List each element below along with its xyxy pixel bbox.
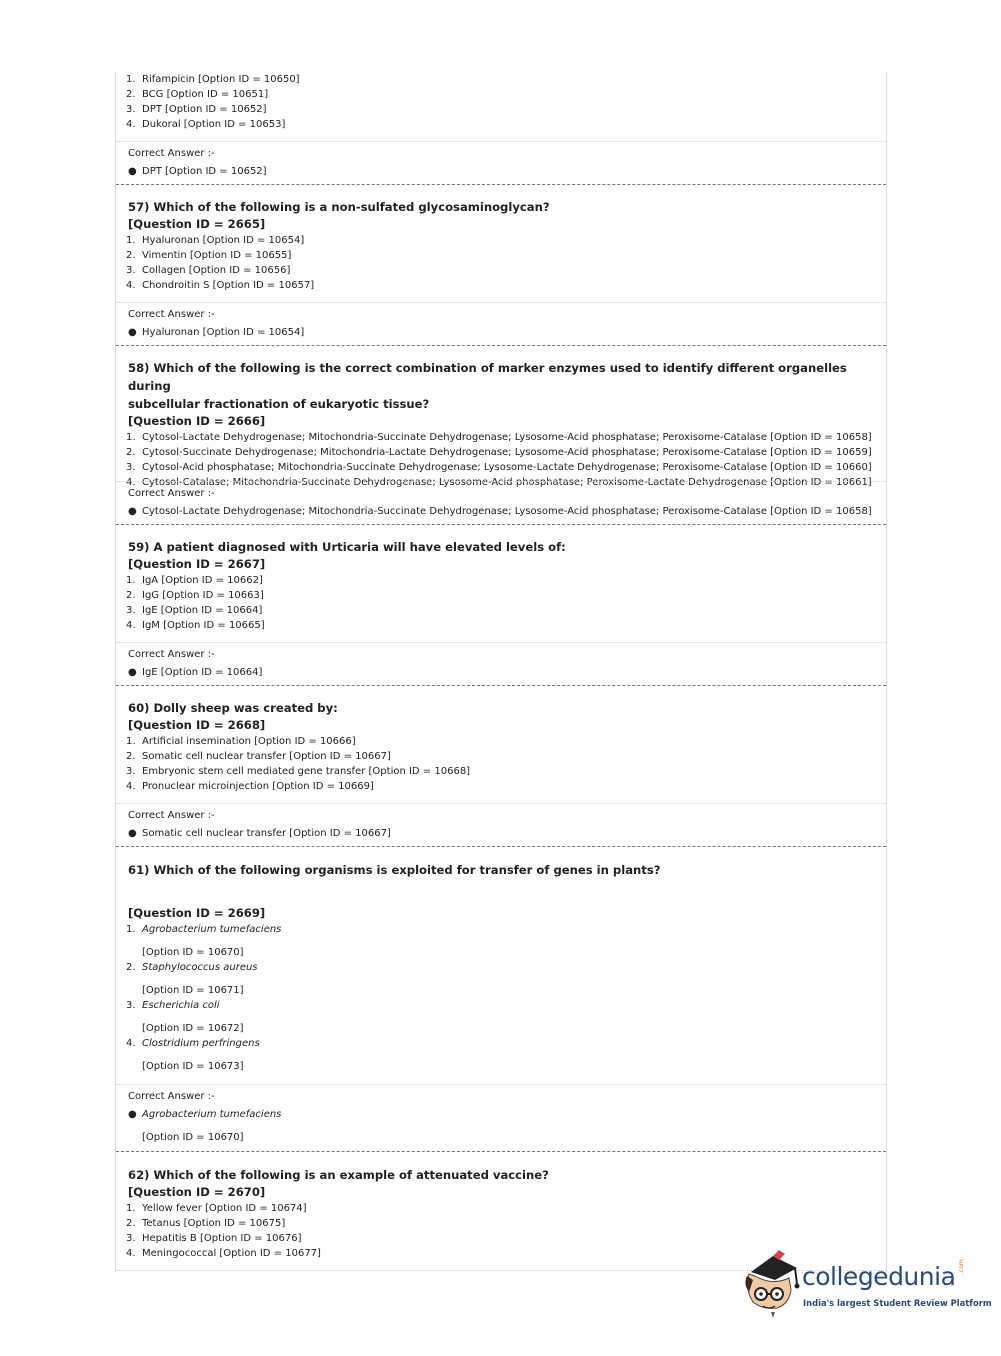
divider [116, 803, 886, 804]
question-id: [Question ID = 2669] [128, 906, 266, 920]
option-3: 3. Hepatitis B [Option ID = 10676] [126, 1233, 302, 1244]
options-list [126, 922, 886, 1074]
question-61 [116, 861, 886, 1074]
divider [116, 1084, 886, 1085]
option-2: 2. BCG [Option ID = 10651] [126, 89, 269, 100]
correct-answer-label: Correct Answer :- [128, 1091, 215, 1102]
options-list [126, 573, 886, 633]
option-3: 3. Embryonic stem cell mediated gene transfer [Option ID = 10668] [126, 766, 471, 777]
brand-suffix: .com [958, 1259, 965, 1274]
correct-answer: ● Cytosol-Lactate Dehydrogenase; Mitochondria-Succinate Dehydrogenase; Lysosome-Acid phosphatase; Peroxisome-Catalase [Option ID = 10658] [128, 506, 872, 517]
question-separator [116, 1151, 886, 1152]
question-id: [Question ID = 2666] [128, 414, 266, 428]
q57-correct-answer [116, 307, 886, 340]
divider [116, 141, 886, 142]
option-2: 2. Somatic cell nuclear transfer [Option ID = 10667] [126, 751, 391, 762]
correct-answer: ● DPT [Option ID = 10652] [128, 166, 267, 177]
q56-options [116, 72, 886, 132]
correct-answer-label: Correct Answer :- [128, 649, 215, 660]
option-1: 1. Cytosol-Lactate Dehydrogenase; Mitochondria-Succinate Dehydrogenase; Lysosome-Acid phosphatase; Peroxisome-Catalase [Option ID = 10658] [126, 432, 872, 443]
question-text: 60) Dolly sheep was created by: [128, 701, 338, 715]
question-separator [116, 685, 886, 686]
divider [116, 302, 886, 303]
option-4: 4. Chondroitin S [Option ID = 10657] [126, 280, 315, 291]
q59-correct-answer [116, 647, 886, 680]
option-4: 4. Cytosol-Catalase; Mitochondria-Succinate Dehydrogenase; Lysosome-Acid phosphatase; Peroxisome-Lactate Dehydrogenase [Option ID = 10661] [126, 477, 872, 488]
option-3: 3. DPT [Option ID = 10652] [126, 104, 267, 115]
option-1: 1. Hyaluronan [Option ID = 10654] [126, 235, 305, 246]
options-list [126, 233, 886, 293]
option-1: 1. Agrobacterium tumefaciens [Option ID = 10670] [126, 924, 282, 958]
question-62 [116, 1166, 886, 1261]
brand-name: collegedunia [802, 1262, 956, 1291]
option-4: 4. IgM [Option ID = 10665] [126, 620, 265, 631]
question-57 [116, 198, 886, 293]
divider [116, 642, 886, 643]
question-id: [Question ID = 2665] [128, 217, 266, 231]
correct-answer-id: [Option ID = 10670] [142, 1132, 244, 1143]
correct-answer-label: Correct Answer :- [128, 148, 215, 159]
question-separator [116, 524, 886, 525]
option-2: 2. Staphylococcus aureus [Option ID = 10671] [126, 962, 258, 996]
option-2: 2. Cytosol-Succinate Dehydrogenase; Mitochondria-Lactate Dehydrogenase; Lysosome-Acid phosphatase; Peroxisome-Catalase [Option ID = 10659] [126, 447, 872, 458]
option-1: 1. IgA [Option ID = 10662] [126, 575, 263, 586]
option-1: 1. Artificial insemination [Option ID = 10666] [126, 736, 356, 747]
option-2: 2. IgG [Option ID = 10663] [126, 590, 264, 601]
correct-answer: ● Hyaluronan [Option ID = 10654] [128, 327, 305, 338]
question-paper-frame [115, 72, 887, 1272]
question-59 [116, 538, 886, 633]
divider [116, 481, 886, 482]
q56-correct-answer [116, 146, 886, 179]
question-separator [116, 345, 886, 346]
correct-answer: ● Somatic cell nuclear transfer [Option ID = 10667] [128, 828, 391, 839]
question-text: 61) Which of the following organisms is exploited for transfer of genes in plants? [128, 863, 661, 877]
question-text: 58) Which of the following is the correct combination of marker enzymes used to identify different organelles during subcellular fractionation of eukaryotic tissue? [128, 361, 847, 411]
correct-answer: ● IgE [Option ID = 10664] [128, 667, 263, 678]
option-1: 1. Yellow fever [Option ID = 10674] [126, 1203, 307, 1214]
option-2: 2. Vimentin [Option ID = 10655] [126, 250, 292, 261]
option-4: 4. Pronuclear microinjection [Option ID = 10669] [126, 781, 374, 792]
q61-correct-answer [116, 1089, 886, 1145]
option-3: 3. Cytosol-Acid phosphatase; Mitochondria-Succinate Dehydrogenase; Lysosome-Lactate Dehydrogenase; Peroxisome-Catalase [Option ID = 10660] [126, 462, 872, 473]
brand-tagline: India's largest Student Review Platform [803, 1298, 992, 1308]
option-1: 1. Rifampicin [Option ID = 10650] [126, 74, 300, 85]
option-4: 4. Meningococcal [Option ID = 10677] [126, 1248, 321, 1259]
question-text: 62) Which of the following is an example of attenuated vaccine? [128, 1168, 549, 1182]
q60-correct-answer [116, 808, 886, 841]
correct-answer: ● Agrobacterium tumefaciens [128, 1109, 282, 1120]
question-separator [116, 846, 886, 847]
options-list [126, 734, 886, 794]
option-4: 4. Dukoral [Option ID = 10653] [126, 119, 286, 130]
question-id: [Question ID = 2670] [128, 1185, 266, 1199]
question-60 [116, 699, 886, 794]
collegedunia-logo [743, 1250, 992, 1320]
question-text: 57) Which of the following is a non-sulfated glycosaminoglycan? [128, 200, 550, 214]
option-3: 3. IgE [Option ID = 10664] [126, 605, 263, 616]
q58-correct-answer [116, 486, 886, 519]
option-3: 3. Collagen [Option ID = 10656] [126, 265, 291, 276]
question-id: [Question ID = 2667] [128, 557, 266, 571]
option-3: 3. Escherichia coli [Option ID = 10672] [126, 1000, 244, 1034]
mascot-icon [743, 1250, 803, 1320]
correct-answer-label: Correct Answer :- [128, 488, 215, 499]
question-text: 59) A patient diagnosed with Urticaria will have elevated levels of: [128, 540, 566, 554]
question-id: [Question ID = 2668] [128, 718, 266, 732]
option-4: 4. Clostridium perfringens [Option ID = 10673] [126, 1038, 260, 1072]
question-58 [116, 359, 886, 490]
correct-answer-label: Correct Answer :- [128, 309, 215, 320]
correct-answer-label: Correct Answer :- [128, 810, 215, 821]
question-separator [116, 184, 886, 185]
option-2: 2. Tetanus [Option ID = 10675] [126, 1218, 286, 1229]
